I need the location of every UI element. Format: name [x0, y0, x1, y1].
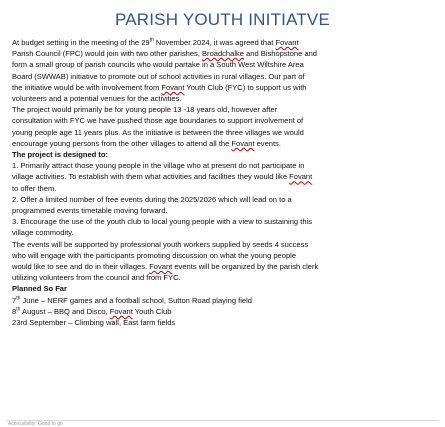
- ordinal-suffix: th: [16, 295, 21, 302]
- intro-line: November 2024, it was agreed that: [153, 38, 276, 47]
- design-list: [12, 160, 433, 238]
- intro-line: young people age 11 years plus. As the initiative is between the three villages we would: [12, 127, 304, 137]
- event-text: August – BBQ and Disco,: [20, 306, 110, 316]
- status-bar-text: Accessibility: Good to go: [8, 421, 63, 427]
- status-divider: [6, 420, 439, 421]
- list-item-line: 1. Primarily attract those young people in the village who at present do not participate in: [12, 161, 305, 171]
- spellcheck-word: Fovant: [289, 172, 313, 182]
- event-text: Youth Club: [132, 306, 172, 316]
- event-text: June – NERF games and a football school, Sutton Road playing field: [20, 295, 252, 305]
- intro-line: the initiative would be with involvement from: [12, 82, 162, 92]
- event-date: 7: [12, 295, 17, 305]
- intro-line: At budget setting in the meeting of the 29: [12, 38, 150, 47]
- planned-heading: Planned So Far: [12, 284, 67, 294]
- intro-line: volunteers and a potential venues for the activities.: [12, 94, 182, 104]
- document-page: [12, 10, 433, 328]
- support-line: would like to see and do in their villages.: [12, 262, 150, 272]
- list-item-line: 3. Encourage the use of the youth club to local young people with a view to sustaining this: [12, 217, 312, 227]
- support-line: who will engage with the participants promoting discussion on what the young people: [12, 250, 297, 260]
- list-item-line: programmed events timetable moving forward.: [12, 206, 168, 216]
- intro-line: events.: [254, 138, 281, 148]
- event-date: 8: [12, 306, 17, 316]
- intro-line: Parish Council (FPC) would join with two other parishes,: [12, 49, 203, 59]
- list-item-line: village activities. To establish with them what activities and facilities they would like: [12, 172, 290, 182]
- intro-paragraph: [12, 37, 433, 149]
- planned-events: [12, 295, 433, 329]
- intro-line: form a small group of parish councils who would partake in a South West Wiltshire Area: [12, 60, 304, 70]
- intro-line: consultation with FYC we have pushed those age boundaries to support involvement of: [12, 116, 304, 126]
- support-paragraph: [12, 239, 433, 284]
- spellcheck-word: Fovant: [149, 262, 173, 272]
- event-text: 23rd September – Climbing wall, East farm fields: [12, 318, 176, 328]
- spellcheck-word: Fovant: [109, 306, 133, 316]
- support-line: The events will be supported by professional youth workers supplied by seeds 4 success: [12, 239, 309, 249]
- page-title: PARISH YOUTH INITIATVE: [114, 10, 331, 29]
- intro-line: encourage young persons from the other villages to attend all the: [12, 138, 232, 148]
- list-item-line: to offer them.: [12, 183, 57, 193]
- design-heading: The project is designed to:: [12, 150, 109, 160]
- list-item-line: 2. Offer a limited number of free events during the 2025/2026 which will lead on to a: [12, 194, 292, 204]
- intro-line: The project would primarily be for young people 13 -18 years old, however after: [12, 105, 278, 115]
- support-line: utilizing volunteers from the council and from FYC.: [12, 273, 181, 283]
- spellcheck-word: Fovant: [275, 38, 299, 47]
- intro-line: and Bishopstone and: [243, 49, 317, 59]
- intro-line: Youth Club (FYC) to support us with: [184, 82, 307, 92]
- spellcheck-word: Fovant: [161, 82, 185, 92]
- ordinal-suffix: th: [16, 306, 21, 313]
- intro-line: Board (SWWAB) initiative to promote out of school activities in rural villages. Our part of: [12, 71, 305, 81]
- spellcheck-word: Fovant: [231, 138, 255, 148]
- support-line: events will be organized by the parish clerk: [172, 262, 319, 272]
- list-item-line: village commodity.: [12, 228, 74, 238]
- spellcheck-word: Broadchalke: [202, 49, 244, 59]
- ordinal-suffix: th: [149, 37, 154, 44]
